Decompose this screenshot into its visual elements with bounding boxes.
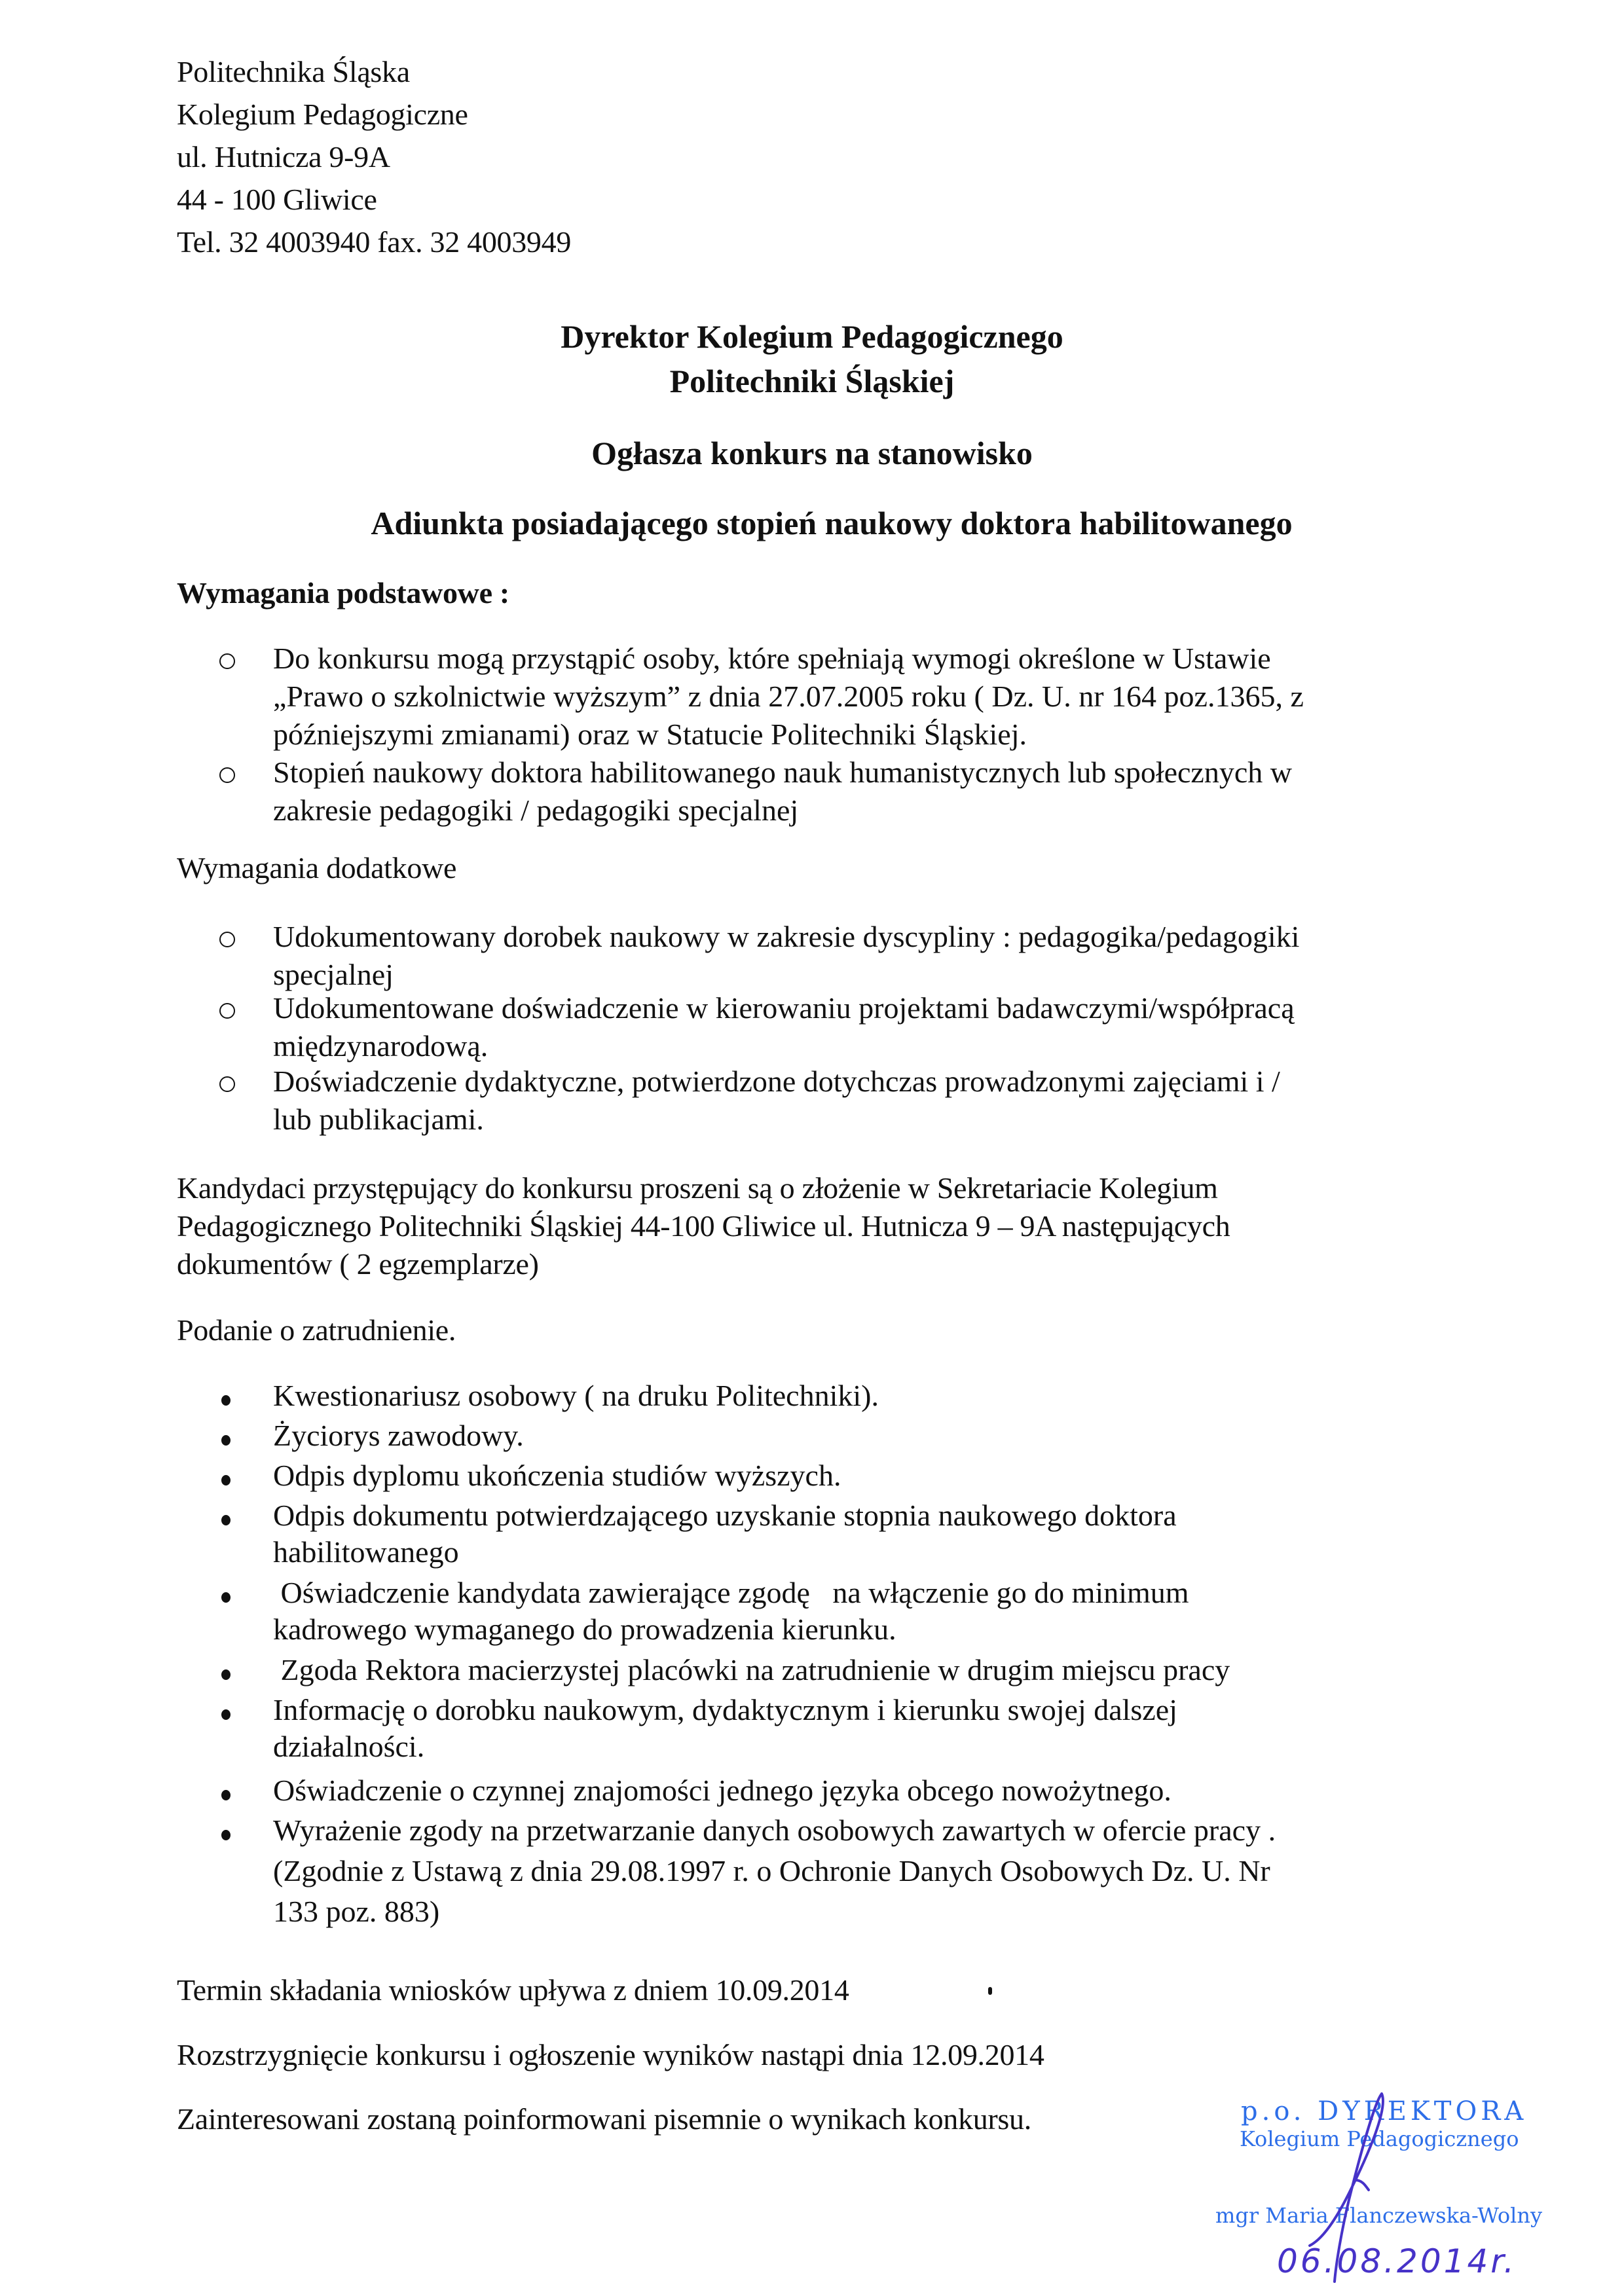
notification-note: Zainteresowani zostaną poinformowani pisemnie o wynikach konkursu. <box>177 2102 1031 2136</box>
item-line: Oświadczenie kandydata zawierające zgodę na włączenie go do minimum <box>273 1576 1189 1609</box>
bullet-icon <box>221 1395 231 1406</box>
submission-deadline: Termin składania wniosków upływa z dniem 10.09.2014 <box>177 1973 849 2007</box>
item-line: Kwestionariusz osobowy ( na druku Politechniki). <box>273 1379 879 1412</box>
position-title: Adiunkta posiadającego stopień naukowy doktora habilitowanego <box>371 505 1293 541</box>
bullet-icon <box>221 1592 231 1603</box>
item-line: Odpis dyplomu ukończenia studiów wyższych. <box>273 1459 841 1492</box>
hollow-bullet-icon <box>219 1076 235 1092</box>
item-line: Do konkursu mogą przystąpić osoby, które spełniają wymogi określone w Ustawie <box>273 642 1271 675</box>
basic-requirements-title: Wymagania podstawowe : <box>177 576 509 610</box>
item-line: (Zgodnie z Ustawą z dnia 29.08.1997 r. o Ochronie Danych Osobowych Dz. U. Nr <box>273 1854 1270 1887</box>
stamp-title: p.o. DYREKTORA <box>1241 2096 1528 2126</box>
item-line: specjalnej <box>273 958 394 991</box>
submission-line: Pedagogicznego Politechniki Śląskiej 44-100 Gliwice ul. Hutnicza 9 – 9A następujących <box>177 1209 1230 1243</box>
documents-title: Podanie o zatrudnienie. <box>177 1313 456 1347</box>
handwritten-date: 06.08.2014r. <box>1277 2242 1517 2280</box>
sender-line-phone: Tel. 32 4003940 fax. 32 4003949 <box>177 225 572 259</box>
sender-line-city: 44 - 100 Gliwice <box>177 183 377 216</box>
bullet-icon <box>221 1830 231 1840</box>
item-line: Życiorys zawodowy. <box>273 1419 524 1452</box>
hollow-bullet-icon <box>219 767 235 783</box>
item-line: 133 poz. 883) <box>273 1895 440 1928</box>
issuer-line-2: Politechniki Śląskiej <box>669 363 955 399</box>
submission-line: Kandydaci przystępujący do konkursu proszeni są o złożenie w Sekretariacie Kolegium <box>177 1171 1218 1205</box>
bullet-icon <box>221 1709 231 1720</box>
submission-line: dokumentów ( 2 egzemplarze) <box>177 1247 539 1281</box>
hollow-bullet-icon <box>219 653 235 669</box>
bullet-icon <box>221 1669 231 1680</box>
item-line: Zgoda Rektora macierzystej placówki na zatrudnienie w drugim miejscu pracy <box>273 1653 1230 1686</box>
item-line: późniejszymi zmianami) oraz w Statucie Politechniki Śląskiej. <box>273 718 1027 751</box>
hollow-bullet-icon <box>219 1003 235 1019</box>
item-line: zakresie pedagogiki / pedagogiki specjalnej <box>273 793 799 827</box>
item-line: międzynarodową. <box>273 1029 489 1063</box>
bullet-icon <box>221 1790 231 1800</box>
item-line: Doświadczenie dydaktyczne, potwierdzone dotychczas prowadzonymi zajęciami i / <box>273 1065 1280 1098</box>
sender-line-street: ul. Hutnicza 9-9A <box>177 140 390 173</box>
item-line: Stopień naukowy doktora habilitowanego nauk humanistycznych lub społecznych w <box>273 756 1292 789</box>
stamp-name: mgr Maria Flanczewska-Wolny <box>1215 2203 1543 2228</box>
sender-line-college: Kolegium Pedagogiczne <box>177 98 468 131</box>
announcement-heading: Ogłasza konkurs na stanowisko <box>591 435 1033 471</box>
results-date: Rozstrzygnięcie konkursu i ogłoszenie wyników nastąpi dnia 12.09.2014 <box>177 2038 1044 2071</box>
item-line: Udokumentowane doświadczenie w kierowaniu projektami badawczymi/współpracą <box>273 991 1295 1025</box>
sender-line-institution: Politechnika Śląska <box>177 55 410 88</box>
issuer-line-1: Dyrektor Kolegium Pedagogicznego <box>561 318 1063 355</box>
bullet-icon <box>221 1435 231 1446</box>
stamp-college: Kolegium Pedagogicznego <box>1240 2126 1519 2151</box>
item-line: Odpis dokumentu potwierdzającego uzyskanie stopnia naukowego doktora <box>273 1499 1177 1532</box>
item-line: Udokumentowany dorobek naukowy w zakresie dyscypliny : pedagogika/pedagogiki <box>273 920 1300 953</box>
stray-mark <box>988 1987 992 1995</box>
item-line: Informację o dorobku naukowym, dydaktycznym i kierunku swojej dalszej <box>273 1693 1177 1726</box>
additional-requirements-title: Wymagania dodatkowe <box>177 851 457 884</box>
item-line: Oświadczenie o czynnej znajomości jednego języka obcego nowożytnego. <box>273 1774 1172 1807</box>
bullet-icon <box>221 1475 231 1485</box>
item-line: „Prawo o szkolnictwie wyższym” z dnia 27.07.2005 roku ( Dz. U. nr 164 poz.1365, z <box>273 680 1304 713</box>
item-line: habilitowanego <box>273 1535 459 1569</box>
hollow-bullet-icon <box>219 932 235 947</box>
bullet-icon <box>221 1515 231 1525</box>
item-line: lub publikacjami. <box>273 1102 484 1136</box>
item-line: kadrowego wymaganego do prowadzenia kierunku. <box>273 1613 896 1646</box>
item-line: działalności. <box>273 1730 425 1763</box>
item-line: Wyrażenie zgody na przetwarzanie danych osobowych zawartych w ofercie pracy . <box>273 1813 1276 1847</box>
